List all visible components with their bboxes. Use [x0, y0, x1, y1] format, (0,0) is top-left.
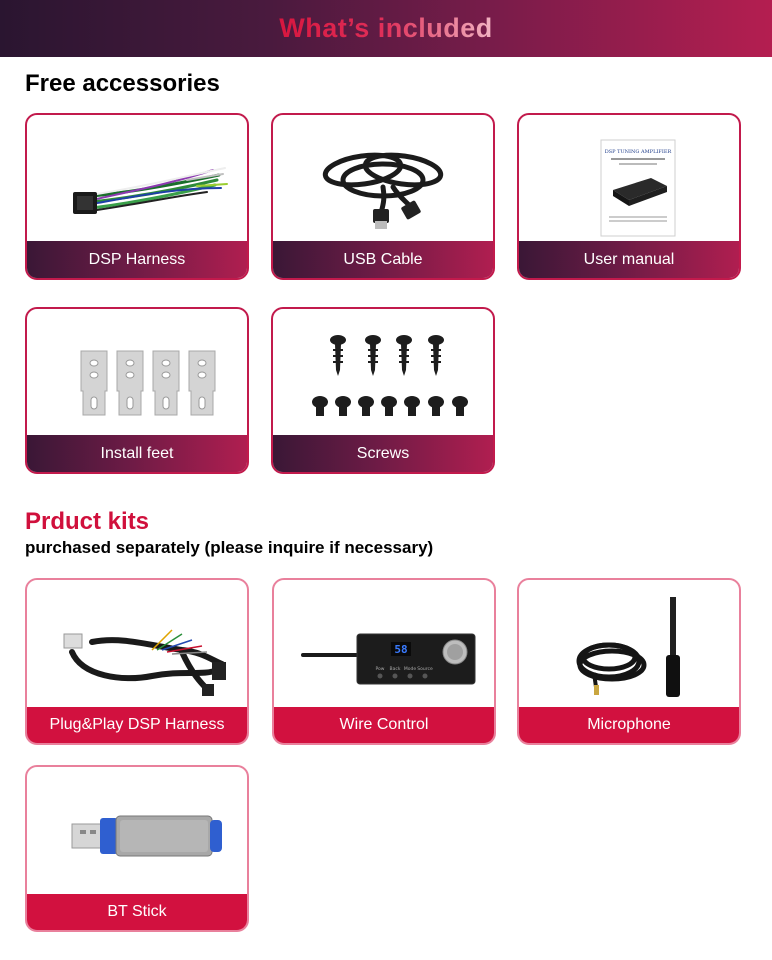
- wire-control-display: 58: [394, 643, 408, 656]
- screws-image: [273, 309, 493, 439]
- wire-control-image: [274, 580, 494, 710]
- card-label: User manual: [519, 241, 739, 278]
- manual-cover-title: DSP TUNING AMPLIFIER: [604, 149, 672, 155]
- dsp-harness-image: [27, 115, 247, 245]
- microphone-image: [519, 580, 739, 710]
- card-dsp-harness[interactable]: [25, 113, 249, 280]
- card-label: Microphone: [519, 707, 739, 743]
- card-bt-stick[interactable]: [25, 765, 249, 932]
- card-plug-play-harness[interactable]: [25, 578, 249, 745]
- plug-play-harness-image: [27, 580, 247, 710]
- free-accessories-heading: Free accessories: [25, 70, 220, 97]
- bt-stick-image: [27, 767, 247, 897]
- card-label: Install feet: [27, 435, 247, 472]
- header-banner: [0, 0, 772, 57]
- header-title: What’s included: [279, 13, 493, 43]
- btn-label: Mode: [403, 667, 417, 672]
- card-screws[interactable]: [271, 307, 495, 474]
- card-label: Screws: [273, 435, 493, 472]
- card-label: DSP Harness: [27, 241, 247, 278]
- product-kits-heading: Prduct kits: [25, 508, 150, 535]
- card-usb-cable[interactable]: [271, 113, 495, 280]
- card-install-feet[interactable]: [25, 307, 249, 474]
- card-label: Wire Control: [274, 707, 494, 743]
- card-label: BT Stick: [27, 894, 247, 930]
- product-kits-subtitle: purchased separately (please inquire if necessary): [25, 538, 434, 557]
- card-microphone[interactable]: [517, 578, 741, 745]
- card-label: Plug&Play DSP Harness: [27, 707, 247, 743]
- btn-label: Source: [417, 667, 433, 672]
- usb-cable-image: [273, 115, 493, 245]
- card-label: USB Cable: [273, 241, 493, 278]
- card-user-manual[interactable]: [517, 113, 741, 280]
- user-manual-image: [519, 115, 739, 245]
- btn-label: Back: [389, 667, 401, 672]
- install-feet-image: [27, 309, 247, 439]
- card-wire-control[interactable]: [272, 578, 496, 745]
- btn-label: Pow: [375, 667, 385, 672]
